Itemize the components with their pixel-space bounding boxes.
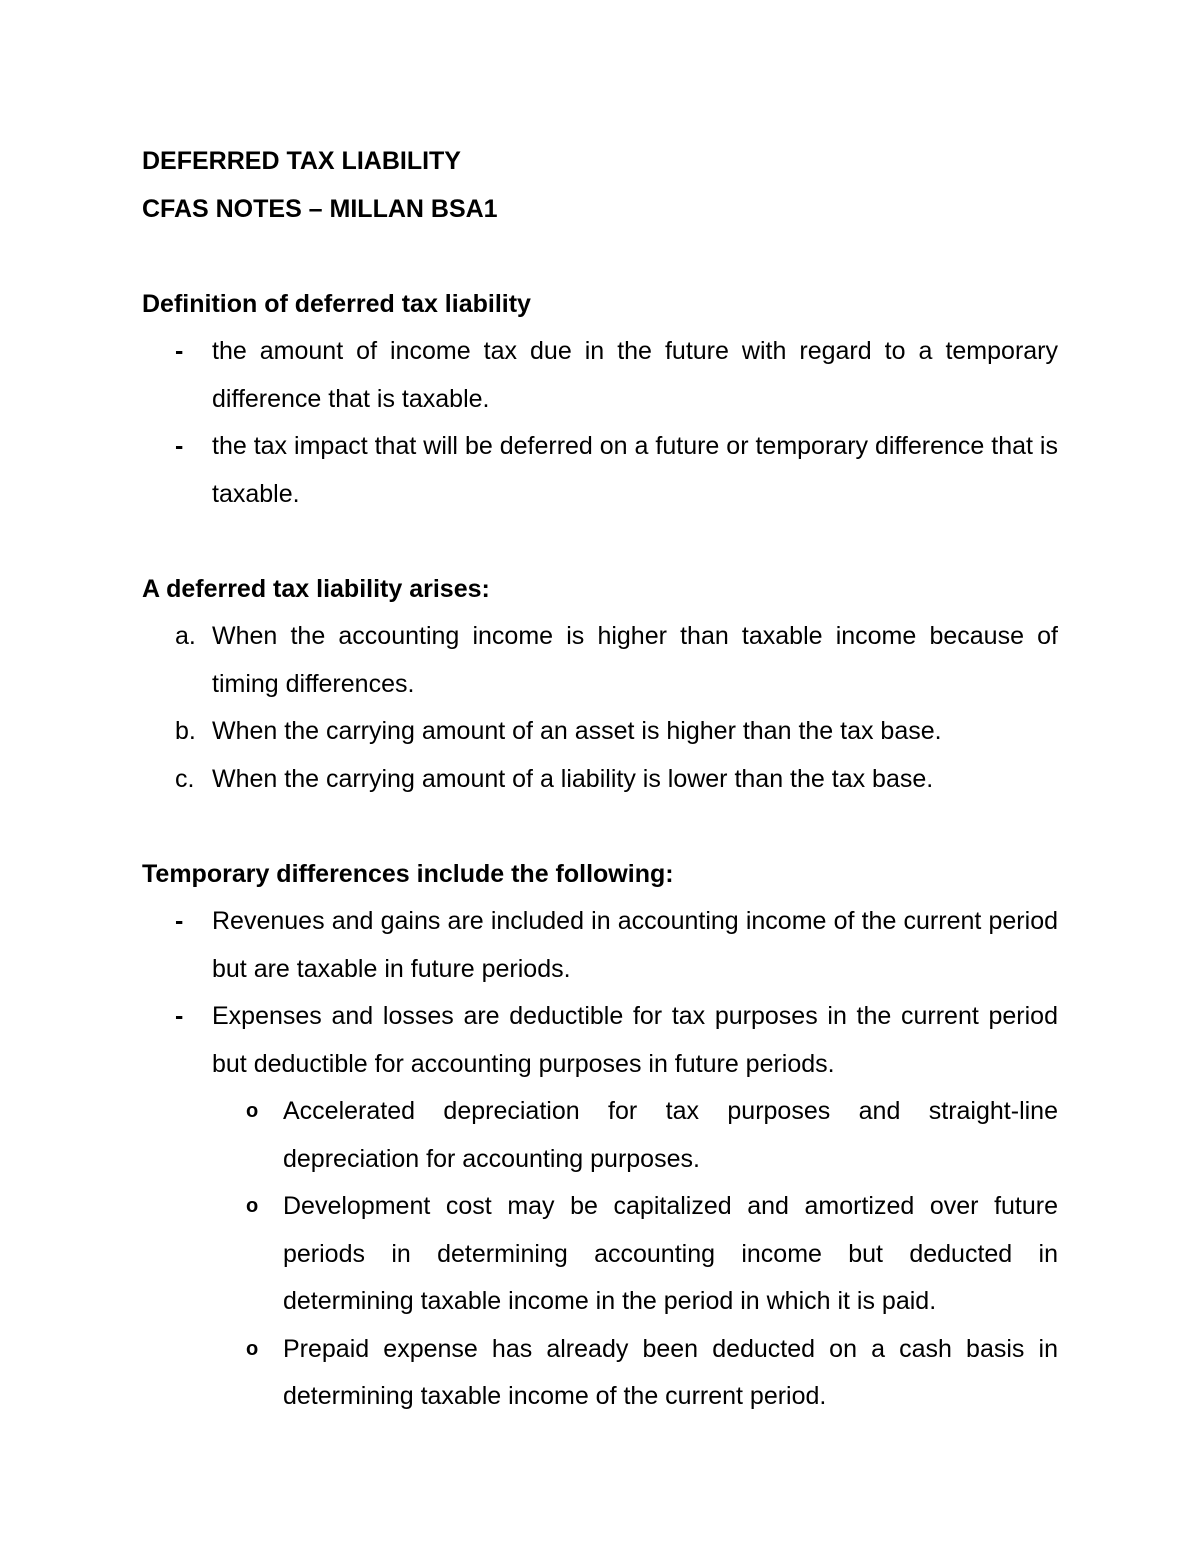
dash-bullet-icon: - [175,337,184,365]
definition-list [142,328,1058,518]
list-letter-marker: b. [175,717,196,745]
spacer [142,803,1058,851]
list-item [142,613,1058,708]
sub-list-item [142,1183,1058,1326]
document-subtitle: CFAS NOTES – MILLAN BSA1 [142,194,498,223]
list-item [142,423,1058,518]
list-item-text: When the carrying amount of an asset is higher than the tax base. [212,717,942,745]
list-item-text: the amount of income tax due in the future with regard to a temporary difference that is taxable. [212,337,1058,413]
spacer [142,233,1058,281]
temporary-sublist [142,1088,1058,1421]
list-item [142,708,1058,756]
circle-bullet-icon: o [246,1337,259,1360]
sub-list-item-text: Development cost may be capitalized and amortized over future periods in determining accounting income but deducted in determining taxable income in the period in which it is paid. [283,1192,1058,1315]
list-letter-marker: c. [175,764,195,793]
list-item-text: the tax impact that will be deferred on a future or temporary difference that is taxable. [212,432,1058,508]
list-item [142,328,1058,423]
definition-heading: Definition of deferred tax liability [142,289,531,318]
list-item [142,756,1058,804]
list-item-text: Revenues and gains are included in accounting income of the current period but are taxable in future periods. [212,907,1058,983]
circle-bullet-icon: o [246,1195,259,1217]
circle-bullet-icon: o [246,1100,259,1122]
arises-heading: A deferred tax liability arises: [142,574,490,603]
document-content [142,138,1058,1421]
sub-list-item [142,1326,1058,1421]
list-item [142,898,1058,993]
sub-list-item [142,1088,1058,1183]
sub-list-item-text: Prepaid expense has already been deducted on a cash basis in determining taxable income of the current period. [283,1334,1058,1410]
dash-bullet-icon: - [175,432,184,460]
dash-bullet-icon: - [175,1002,184,1030]
list-item [142,993,1058,1088]
list-item-text: When the accounting income is higher than taxable income because of timing differences. [212,622,1058,698]
document-title: DEFERRED TAX LIABILITY [142,147,461,175]
sub-list-item-text: Accelerated depreciation for tax purposes and straight-line depreciation for accounting purposes. [283,1097,1058,1173]
arises-list [142,613,1058,803]
list-item-text: When the carrying amount of a liability is lower than the tax base. [212,764,934,793]
temporary-heading: Temporary differences include the following: [142,859,674,888]
list-letter-marker: a. [175,622,196,650]
spacer [142,518,1058,566]
dash-bullet-icon: - [175,907,184,935]
temporary-list [142,898,1058,1088]
list-item-text: Expenses and losses are deductible for tax purposes in the current period but deductible for accounting purposes in future periods. [212,1002,1058,1078]
